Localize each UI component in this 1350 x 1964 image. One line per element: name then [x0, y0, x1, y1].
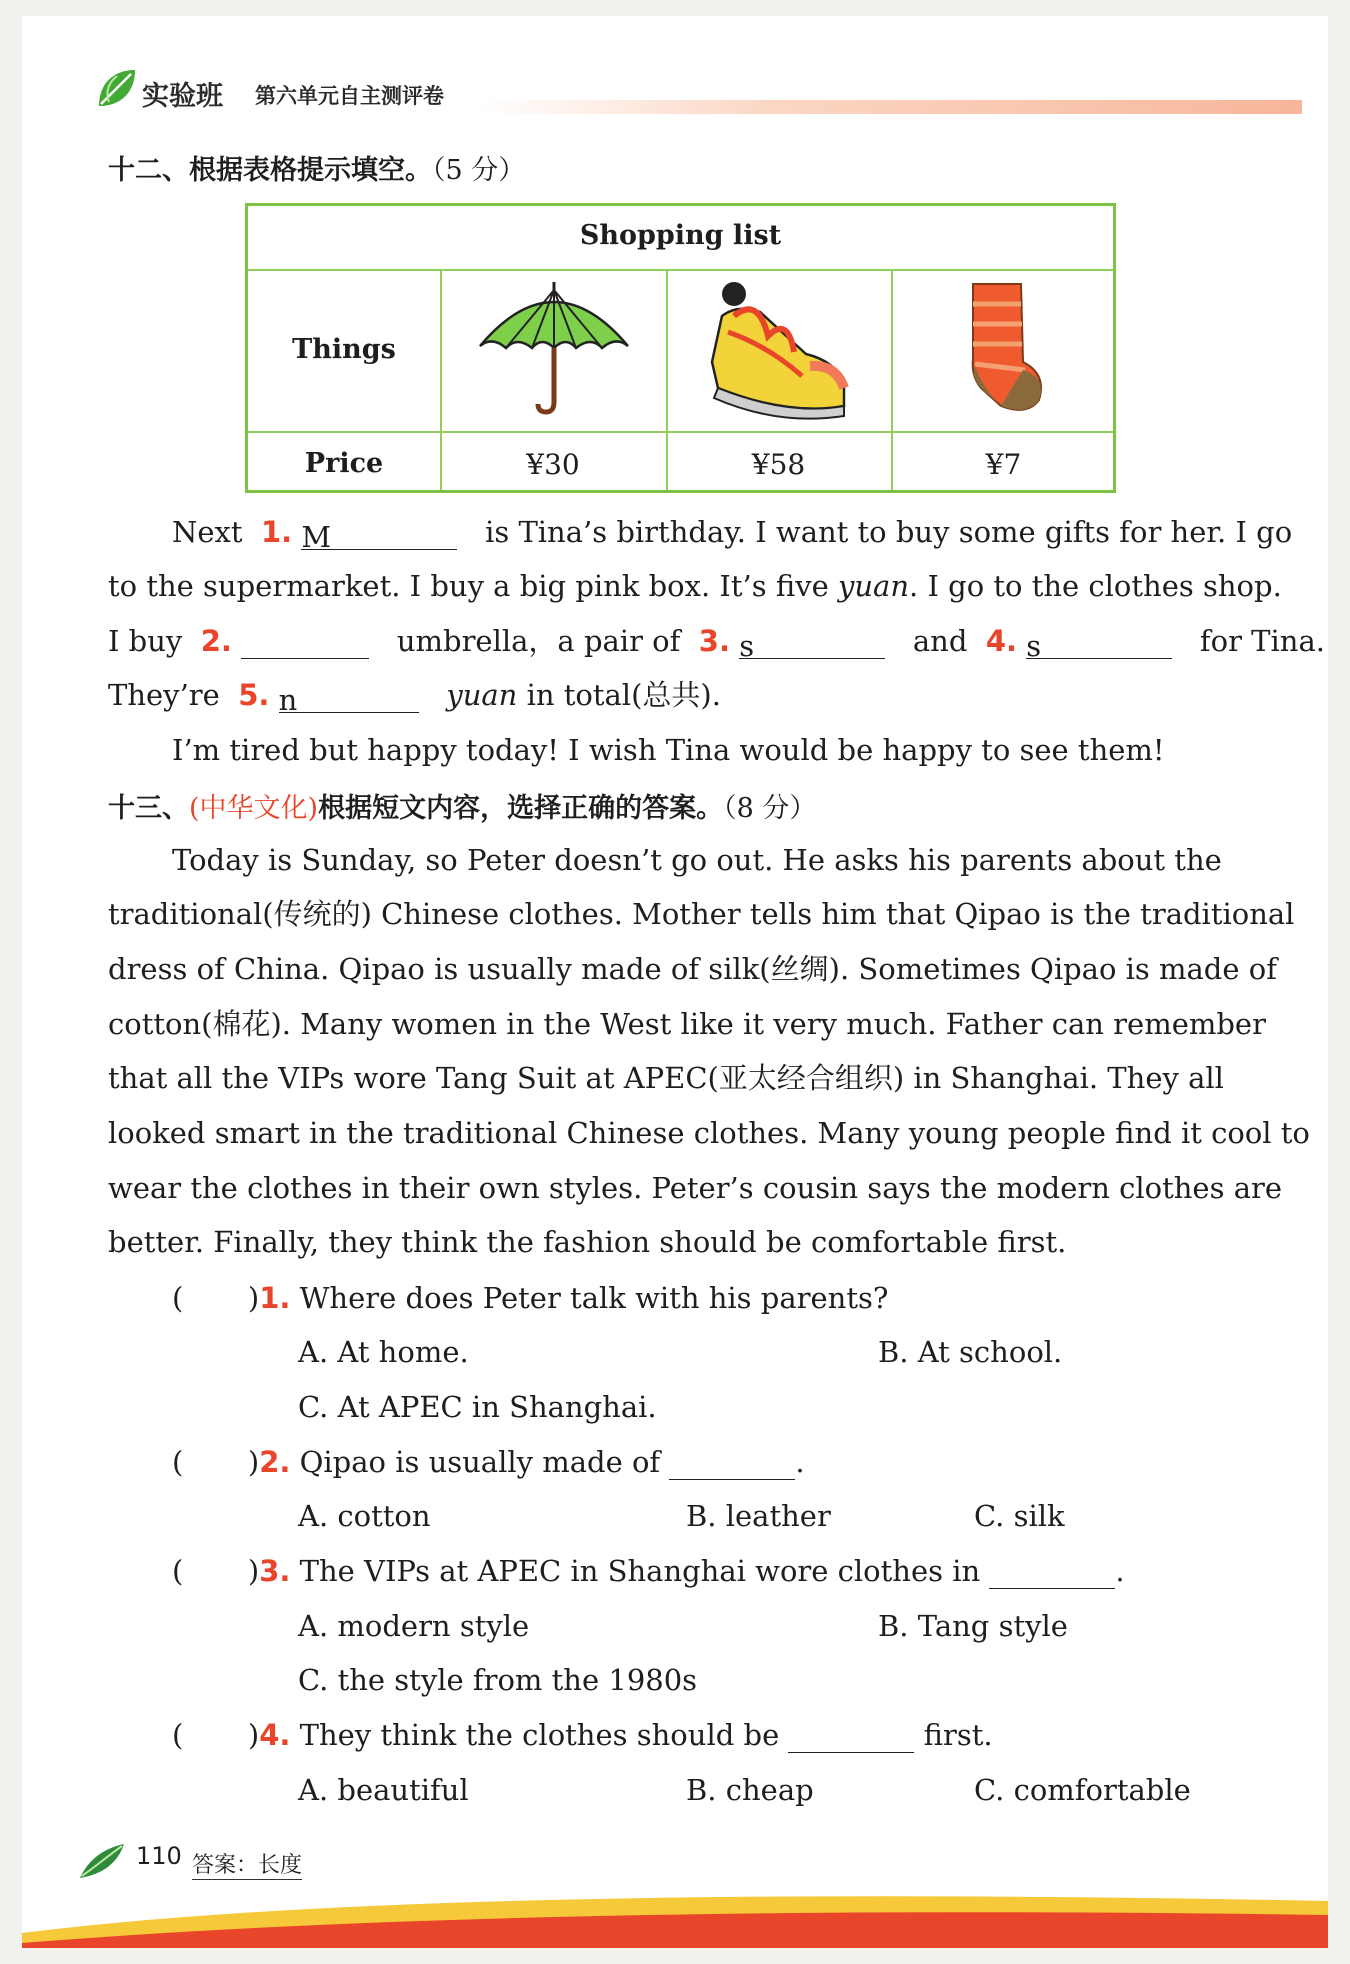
- answer-paren[interactable]: ( ): [172, 1718, 260, 1752]
- answer-paren[interactable]: ( ): [172, 1281, 260, 1315]
- option-b: B. At school.: [878, 1335, 1063, 1369]
- section-13-heading: 十三、(中华文化)根据短文内容，选择正确的答案。（8 分）: [108, 793, 817, 824]
- unit-title: 第六单元自主测评卷: [255, 84, 444, 108]
- socks-icon: [963, 278, 1053, 418]
- table-caption: Shopping list: [579, 220, 782, 251]
- option-c: C. At APEC in Shanghai.: [298, 1390, 657, 1424]
- passage-line: that all the VIPs wore Tang Suit at APEC(亚太经合组织) in Shanghai. They all: [108, 1061, 1224, 1095]
- question-blank[interactable]: [989, 1558, 1115, 1589]
- answer-paren[interactable]: ( ): [172, 1445, 260, 1479]
- row-label-price: Price: [304, 448, 384, 479]
- blank-1[interactable]: M: [301, 519, 457, 550]
- cloze-line-3: I buy 2. umbrella，a pair of 3. s and 4. s for Tina.: [108, 624, 1325, 663]
- question-blank[interactable]: [669, 1449, 795, 1480]
- passage-line: Today is Sunday, so Peter doesn’t go out. He asks his parents about the: [172, 843, 1222, 877]
- question-3: ( )3. The VIPs at APEC in Shanghai wore clothes in .: [172, 1554, 1125, 1588]
- umbrella-icon: [476, 278, 632, 418]
- option-c: C. silk: [974, 1499, 1065, 1533]
- blank-2[interactable]: [241, 628, 369, 659]
- passage-line: cotton(棉花). Many women in the West like it very much. Father can remember: [108, 1007, 1266, 1041]
- leaf-footer-icon: [78, 1840, 128, 1882]
- passage-line: wear the clothes in their own styles. Peter’s cousin says the modern clothes are: [108, 1171, 1283, 1205]
- passage-line: looked smart in the traditional Chinese clothes. Many young people find it cool to: [108, 1116, 1310, 1150]
- question-1: ( )1. Where does Peter talk with his parents?: [172, 1281, 889, 1315]
- answer-note: 答案：长度: [192, 1848, 302, 1880]
- option-b: B. Tang style: [878, 1609, 1068, 1643]
- option-a: A. cotton: [298, 1499, 431, 1533]
- option-a: A. At home.: [298, 1335, 469, 1369]
- option-c: C. the style from the 1980s: [298, 1663, 698, 1697]
- row-label-things: Things: [292, 334, 396, 365]
- option-c: C. comfortable: [974, 1773, 1191, 1807]
- passage-line: better. Finally, they think the fashion should be comfortable first.: [108, 1225, 1067, 1259]
- cloze-line-2: to the supermarket. I buy a big pink box. It’s five yuan. I go to the clothes shop.: [108, 569, 1282, 603]
- option-a: A. beautiful: [298, 1773, 469, 1807]
- price-socks: ¥7: [985, 448, 1022, 481]
- page-number: 110: [136, 1842, 182, 1870]
- footer-decor-band: [22, 1893, 1328, 1948]
- passage-line: traditional(传统的) Chinese clothes. Mother tells him that Qipao is the traditional: [108, 897, 1295, 931]
- shopping-list-table: [245, 203, 1116, 493]
- option-a: A. modern style: [298, 1609, 530, 1643]
- cloze-line-1: Next 1. M is Tina’s birthday. I want to buy some gifts for her. I go: [172, 515, 1293, 554]
- price-umbrella: ¥30: [526, 448, 580, 481]
- answer-paren[interactable]: ( ): [172, 1554, 260, 1588]
- cloze-line-5: I’m tired but happy today! I wish Tina would be happy to see them!: [172, 733, 1165, 767]
- option-b: B. leather: [686, 1499, 831, 1533]
- price-shoes: ¥58: [751, 448, 806, 481]
- cloze-line-4: They’re 5. n yuan in total(总共).: [108, 678, 721, 717]
- blank-4[interactable]: s: [1026, 628, 1172, 659]
- leaf-logo-icon: [95, 66, 139, 110]
- blank-3[interactable]: s: [739, 628, 885, 659]
- question-4: ( )4. They think the clothes should be first.: [172, 1718, 993, 1752]
- question-blank[interactable]: [788, 1722, 914, 1753]
- section-12-heading: 十二、根据表格提示填空。（5 分）: [108, 155, 526, 186]
- question-2: ( )2. Qipao is usually made of .: [172, 1445, 805, 1479]
- blank-5[interactable]: n: [279, 682, 419, 713]
- brand-title: 实验班: [142, 81, 223, 112]
- header-decor-bar: [480, 100, 1302, 114]
- option-b: B. cheap: [686, 1773, 814, 1807]
- shoes-icon: [698, 276, 858, 422]
- passage-line: dress of China. Qipao is usually made of silk(丝绸). Sometimes Qipao is made of: [108, 952, 1277, 986]
